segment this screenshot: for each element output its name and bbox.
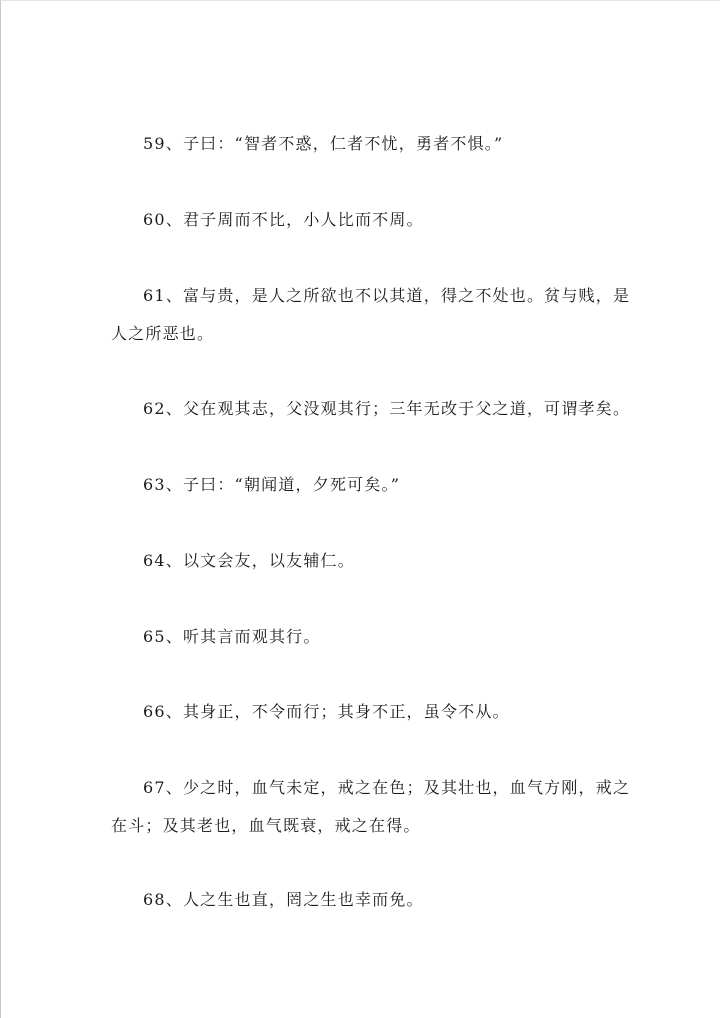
paragraph-61: 61、富与贵，是人之所欲也不以其道，得之不处也。贫与贱，是人之所恶也。 bbox=[111, 286, 631, 343]
paragraph-66: 66、其身正，不令而行；其身不正，虽令不从。 bbox=[143, 702, 510, 721]
paragraph-64: 64、以文会友，以友辅仁。 bbox=[143, 551, 355, 570]
paragraph-63: 63、子曰：“朝闻道，夕死可矣。” bbox=[143, 475, 401, 494]
paragraph-62: 62、父在观其志，父没观其行；三年无改于父之道，可谓孝矣。 bbox=[143, 399, 631, 418]
paragraph-65: 65、听其言而观其行。 bbox=[143, 627, 321, 646]
paragraph-68: 68、人之生也直，罔之生也幸而免。 bbox=[143, 890, 424, 909]
paragraph-59: 59、子曰：“智者不惑，仁者不忧，勇者不惧。” bbox=[143, 134, 504, 153]
paragraph-67: 67、少之时，血气未定，戒之在色；及其壮也，血气方刚，戒之在斗；及其老也，血气既衰，戒之在得。 bbox=[111, 778, 631, 835]
paragraph-60: 60、君子周而不比，小人比而不周。 bbox=[143, 210, 424, 229]
